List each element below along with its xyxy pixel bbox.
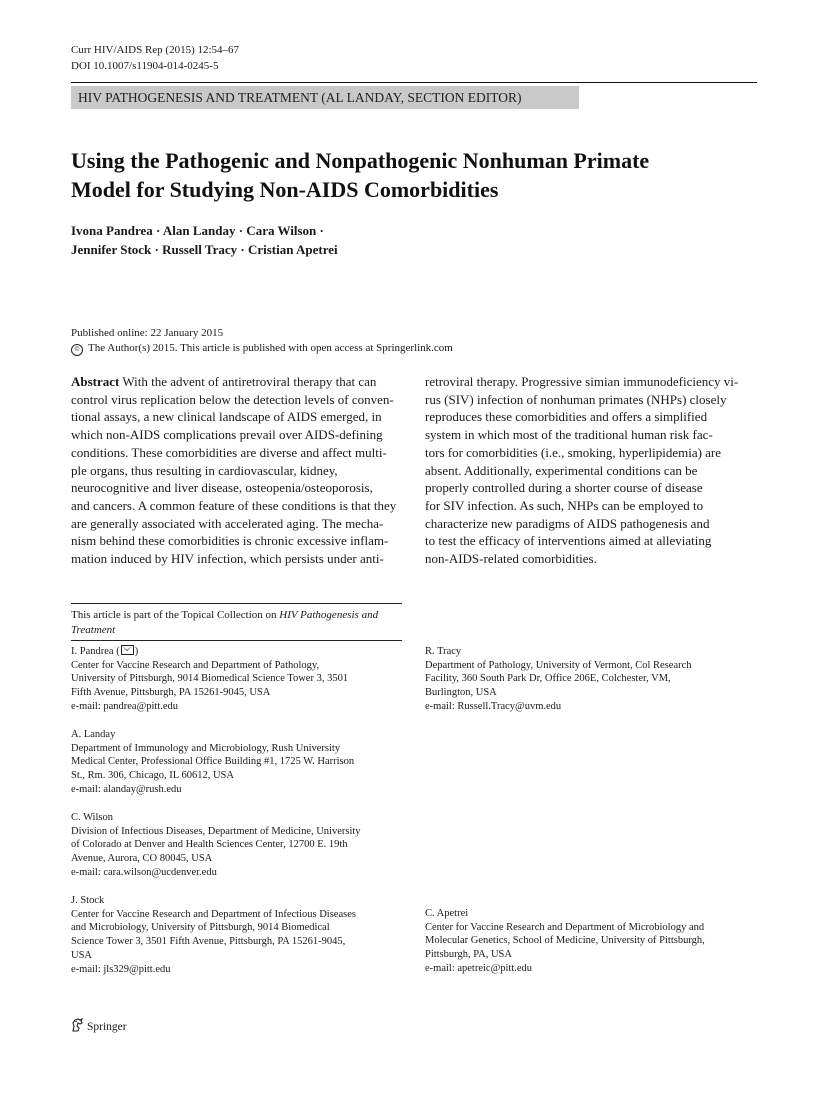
publication-info bbox=[71, 326, 453, 356]
author-line: Jennifer Stock · Russell Tracy · Cristian Apetrei bbox=[71, 241, 338, 257]
affiliation-line: USA bbox=[71, 949, 93, 961]
abstract-line: conditions. These comorbidities are diverse and affect multi- bbox=[71, 444, 387, 460]
affiliation-line: Avenue, Aurora, CO 80045, USA bbox=[71, 853, 213, 865]
email-link[interactable]: e-mail: pandrea@pitt.edu bbox=[71, 700, 179, 712]
topical-collection-note bbox=[71, 608, 402, 638]
title-line: Model for Studying Non-AIDS Comorbidities bbox=[71, 177, 499, 202]
published-date: Published online: 22 January 2015 bbox=[71, 327, 224, 339]
affiliation-line: Fifth Avenue, Pittsburgh, PA 15261-9045, USA bbox=[71, 687, 271, 699]
abstract-line: non-AIDS-related comorbidities. bbox=[425, 551, 597, 567]
copyright-line bbox=[71, 341, 453, 356]
affiliation-line: Center for Vaccine Research and Department of Infectious Diseases bbox=[71, 908, 356, 920]
abstract-line: Abstract With the advent of antiretroviral therapy that can bbox=[71, 374, 377, 389]
abstract-line: and cancers. A common feature of these conditions is that they bbox=[71, 497, 397, 513]
affiliation-name: J. Stock bbox=[71, 895, 105, 906]
abstract-column-left bbox=[71, 373, 402, 568]
affiliation-line: and Microbiology, University of Pittsburgh, 9014 Biomedical bbox=[71, 922, 330, 934]
affiliation-line: Division of Infectious Diseases, Department of Medicine, University bbox=[71, 825, 361, 837]
abstract-line: retroviral therapy. Progressive simian immunodeficiency vi- bbox=[425, 374, 739, 389]
affiliation-line: University of Pittsburgh, 9014 Biomedical Science Tower 3, 3501 bbox=[71, 673, 349, 685]
abstract-line: which non-AIDS complications prevail over AIDS-defining bbox=[71, 427, 383, 443]
publisher-name: Springer bbox=[87, 1021, 127, 1033]
email-link[interactable]: e-mail: apetreic@pitt.edu bbox=[425, 962, 533, 974]
email-link[interactable]: e-mail: cara.wilson@ucdenver.edu bbox=[71, 866, 217, 878]
envelope-icon bbox=[121, 645, 134, 655]
affiliation-line: Department of Immunology and Microbiology, Rush University bbox=[71, 742, 341, 754]
springer-horse-icon bbox=[71, 1018, 84, 1032]
affiliation-line: Molecular Genetics, School of Medicine, University of Pittsburgh, bbox=[425, 935, 705, 947]
topical-prefix: This article is part of the Topical Collection on bbox=[71, 609, 280, 621]
topical-title: Treatment bbox=[71, 624, 116, 636]
footnote-rule-bottom bbox=[71, 640, 402, 641]
journal-line: Curr HIV/AIDS Rep (2015) 12:54–67 bbox=[71, 44, 240, 56]
abstract-line: characterize new paradigms of AIDS pathogenesis and bbox=[425, 515, 710, 531]
title-line: Using the Pathogenic and Nonpathogenic Nonhuman Primate bbox=[71, 148, 650, 173]
affiliation-apetrei bbox=[425, 907, 705, 976]
affiliation-line: Science Tower 3, 3501 Fifth Avenue, Pittsburgh, PA 15261-9045, bbox=[71, 936, 346, 948]
topical-title: HIV Pathogenesis and bbox=[279, 609, 379, 621]
footnote-rule-top bbox=[71, 603, 402, 604]
abstract-line: reproduces these comorbidities and offers a simplified bbox=[425, 409, 708, 425]
email-link[interactable]: e-mail: Russell.Tracy@uvm.edu bbox=[425, 700, 562, 712]
affiliation-line: Center for Vaccine Research and Department of Pathology, bbox=[71, 659, 320, 671]
abstract-heading: Abstract bbox=[71, 374, 120, 389]
doi-line: DOI 10.1007/s11904-014-0245-5 bbox=[71, 60, 219, 72]
abstract-line: for SIV infection. As such, NHPs can be employed to bbox=[425, 497, 704, 513]
affiliation-line: Medical Center, Professional Office Building #1, 1725 W. Harrison bbox=[71, 756, 355, 768]
abstract-line: properly controlled during a shorter course of disease bbox=[425, 480, 703, 496]
publisher-logo bbox=[71, 1018, 127, 1034]
affiliation-line: of Colorado at Denver and Health Sciences Center, 12700 E. 19th bbox=[71, 839, 348, 851]
abstract-column-right bbox=[425, 373, 756, 568]
affiliation-tracy bbox=[425, 645, 692, 714]
section-banner bbox=[71, 86, 579, 109]
affiliation-line: Burlington, USA bbox=[425, 687, 497, 699]
affiliation-line: Facility, 360 South Park Dr, Office 206E, Colchester, VM, bbox=[425, 673, 671, 685]
abstract-line: system in which most of the traditional human risk fac- bbox=[425, 427, 713, 443]
abstract-line: absent. Additionally, experimental conditions can be bbox=[425, 462, 698, 478]
abstract-line: tors for comorbidities (i.e., smoking, hyperlipidemia) are bbox=[425, 444, 722, 460]
abstract-line: are generally associated with accelerated aging. The mecha- bbox=[71, 515, 384, 531]
affiliation-line: Department of Pathology, University of Vermont, Col Research bbox=[425, 659, 692, 671]
abstract-line: to test the efficacy of interventions aimed at alleviating bbox=[425, 533, 712, 549]
affiliation-wilson bbox=[71, 811, 361, 880]
affiliation-name: C. Apetrei bbox=[425, 908, 469, 919]
affiliation-line: Pittsburgh, PA, USA bbox=[425, 949, 512, 961]
affiliation-pandrea bbox=[71, 645, 348, 714]
abstract-line: ple organs, thus resulting in cardiovascular, kidney, bbox=[71, 462, 338, 478]
author-list bbox=[71, 222, 571, 259]
affiliation-name: A. Landay bbox=[71, 729, 116, 740]
article-title bbox=[71, 146, 751, 204]
header-rule bbox=[71, 82, 757, 83]
affiliation-name: C. Wilson bbox=[71, 812, 113, 823]
affiliation-name: R. Tracy bbox=[425, 646, 462, 657]
abstract-line: tional assays, a new clinical landscape of AIDS emerged, in bbox=[71, 409, 382, 425]
abstract-line: control virus replication below the detection levels of conven- bbox=[71, 391, 394, 407]
affiliation-line: St., Rm. 306, Chicago, IL 60612, USA bbox=[71, 770, 234, 782]
copyright-text: The Author(s) 2015. This article is published with open access at Springerlink.com bbox=[88, 342, 453, 354]
affiliation-name: I. Pandrea ( ) bbox=[71, 646, 139, 657]
copyright-icon: © bbox=[71, 344, 83, 356]
email-link[interactable]: e-mail: jls329@pitt.edu bbox=[71, 963, 171, 975]
author-line: Ivona Pandrea · Alan Landay · Cara Wilson · bbox=[71, 223, 324, 238]
section-label: HIV PATHOGENESIS AND TREATMENT (AL LANDAY, SECTION EDITOR) bbox=[78, 90, 522, 105]
abstract-line: neurocognitive and liver disease, osteopenia/osteoporosis, bbox=[71, 480, 373, 496]
email-link[interactable]: e-mail: alanday@rush.edu bbox=[71, 783, 182, 795]
abstract-line: mation induced by HIV infection, which persists under anti- bbox=[71, 551, 384, 567]
affiliation-line: Center for Vaccine Research and Department of Microbiology and bbox=[425, 921, 705, 933]
abstract-line: nism behind these comorbidities is chronic excessive inflam- bbox=[71, 533, 389, 549]
affiliation-landay bbox=[71, 728, 354, 797]
journal-citation bbox=[71, 42, 239, 74]
affiliation-stock bbox=[71, 894, 356, 976]
abstract-line: rus (SIV) infection of nonhuman primates (NHPs) closely bbox=[425, 391, 727, 407]
